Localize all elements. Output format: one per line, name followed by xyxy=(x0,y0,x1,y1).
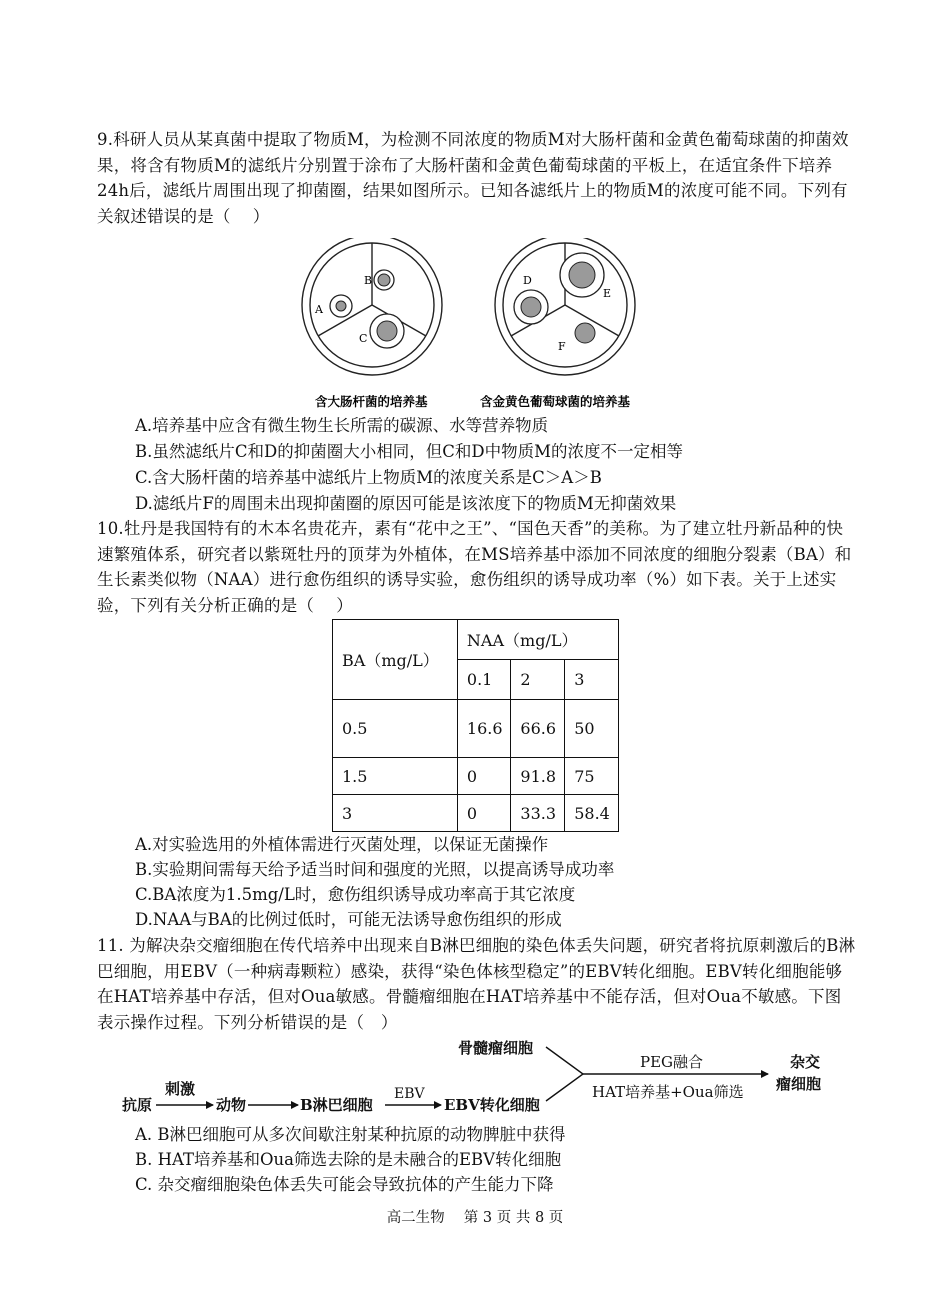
table-cell: 0 xyxy=(457,758,511,795)
disc-b xyxy=(374,270,394,290)
label-f: F xyxy=(558,340,566,353)
table-row xyxy=(333,700,619,758)
myeloma-label: 骨髓瘤细胞 xyxy=(458,1039,534,1057)
label-e: E xyxy=(603,287,612,300)
label-d: D xyxy=(523,274,532,287)
table-col-3: 3 xyxy=(565,660,619,700)
q11-option-c: C. 杂交瘤细胞染色体丢失可能会导致抗体的产生能力下降 xyxy=(135,1175,554,1194)
q9-option-a: A.培养基中应含有微生物生长所需的碳源、水等营养物质 xyxy=(135,416,549,435)
table-col-2: 2 xyxy=(511,660,565,700)
table-cell: 50 xyxy=(565,700,619,758)
hat-label: HAT培养基+Oua筛选 xyxy=(592,1083,744,1101)
q9-option-b: B.虽然滤纸片C和D的抑菌圈大小相同，但C和D中物质M的浓度不一定相等 xyxy=(135,442,683,461)
dish-ecoli xyxy=(302,238,442,375)
table-cell: 58.4 xyxy=(565,795,619,832)
table-col-header: NAA（mg/L） xyxy=(457,620,618,660)
q9-figure xyxy=(290,238,660,414)
table-col-1: 0.1 xyxy=(457,660,511,700)
label-c: C xyxy=(359,332,368,345)
q11-option-b: B. HAT培养基和Oua筛选去除的是未融合的EBV转化细胞 xyxy=(135,1150,562,1169)
hybrid-label-1: 杂交 xyxy=(790,1053,821,1071)
q11-option-a: A. B淋巴细胞可从多次间歇注射某种抗原的动物脾脏中获得 xyxy=(135,1125,566,1144)
q9-option-c: C.含大肠杆菌的培养基中滤纸片上物质M的浓度关系是C＞A＞B xyxy=(135,468,602,487)
table-cell: 91.8 xyxy=(511,758,565,795)
antigen-label: 抗原 xyxy=(122,1096,153,1114)
table-cell: 75 xyxy=(565,758,619,795)
table-cell: 0.5 xyxy=(333,700,458,758)
q10-option-a: A.对实验选用的外植体需进行灭菌处理，以保证无菌操作 xyxy=(135,835,549,854)
table-cell: 1.5 xyxy=(333,758,458,795)
table-cell: 3 xyxy=(333,795,458,832)
ebv-cell-label: EBV转化细胞 xyxy=(444,1096,540,1114)
b-cell-label: B淋巴细胞 xyxy=(300,1096,373,1114)
q11-diagram xyxy=(118,1036,838,1120)
table-row xyxy=(333,795,619,832)
q10-option-d: D.NAA与BA的比例过低时，可能无法诱导愈伤组织的形成 xyxy=(135,910,562,929)
table-cell: 0 xyxy=(457,795,511,832)
disc-e xyxy=(560,253,604,297)
disc-a xyxy=(330,295,352,317)
animal-label: 动物 xyxy=(216,1096,247,1114)
q10-option-c: C.BA浓度为1.5mg/L时，愈伤组织诱导成功率高于其它浓度 xyxy=(135,885,576,904)
q10-stem: 10.牡丹是我国特有的木本名贵花卉，素有“花中之王”、“国色天香”的美称。为了建立牡丹新品种的快速繁殖体系，研究者以紫斑牡丹的顶芽为外植体，在MS培养基中添加不同浓度的细胞分裂素（BA）和生长素类似物（NAA）进行愈伤组织的诱导实验，愈伤组织的诱导成功率（%）如下表。关于上述实验，下列有关分析正确的是（ ） xyxy=(97,519,852,615)
caption-ecoli: 含大肠杆菌的培养基 xyxy=(315,394,428,409)
q10-table xyxy=(332,619,619,832)
caption-staph: 含金黄色葡萄球菌的培养基 xyxy=(480,394,631,409)
peg-label: PEG融合 xyxy=(640,1053,704,1071)
page-footer: 高二生物 第 3 页 共 8 页 xyxy=(386,1210,564,1226)
table-cell: 66.6 xyxy=(511,700,565,758)
q9-option-d: D.滤纸片F的周围未出现抑菌圈的原因可能是该浓度下的物质M无抑菌效果 xyxy=(135,494,677,513)
disc-d xyxy=(514,290,548,324)
table-row-header: BA（mg/L） xyxy=(333,620,458,700)
disc-c xyxy=(370,314,404,348)
q9-stem: 9.科研人员从某真菌中提取了物质M，为检测不同浓度的物质M对大肠杆菌和金黄色葡萄球菌的抑菌效果，将含有物质M的滤纸片分别置于涂布了大肠杆菌和金黄色葡萄球菌的平板上，在适宜条件下培养24h后，滤纸片周围出现了抑菌圈，结果如图所示。已知各滤纸片上的物质M的浓度可能不同。下列有关叙述错误的是（ ） xyxy=(97,130,849,226)
stimulate-label: 刺激 xyxy=(165,1080,196,1098)
label-a: A xyxy=(315,303,323,316)
label-b: B xyxy=(364,274,373,287)
ebv-label: EBV xyxy=(394,1086,425,1102)
q11-stem: 11. 为解决杂交瘤细胞在传代培养中出现来自B淋巴细胞的染色体丢失问题，研究者将抗原刺激后的B淋巴细胞，用EBV（一种病毒颗粒）感染，获得“染色体核型稳定”的EBV转化细胞。EBV转化细胞能够在HAT培养基中存活，但对Oua敏感。骨髓瘤细胞在HAT培养基中不能存活，但对Oua不敏感。下图表示操作过程。下列分析错误的是（ ） xyxy=(97,936,856,1032)
table-row xyxy=(333,758,619,795)
hybrid-label-2: 瘤细胞 xyxy=(776,1075,822,1093)
table-cell: 16.6 xyxy=(457,700,511,758)
disc-f xyxy=(575,323,595,343)
q10-option-b: B.实验期间需每天给予适当时间和强度的光照，以提高诱导成功率 xyxy=(135,860,615,879)
table-cell: 33.3 xyxy=(511,795,565,832)
